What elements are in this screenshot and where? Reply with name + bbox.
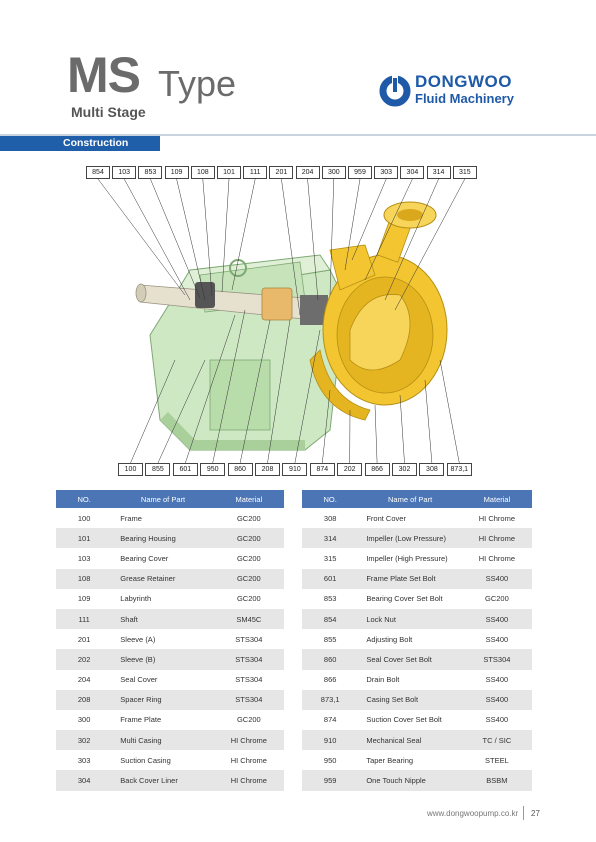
part-name: Bearing Cover Set Bolt xyxy=(366,594,443,604)
part-number: 315 xyxy=(323,553,337,563)
leader-line xyxy=(425,380,432,463)
table-row xyxy=(302,548,532,568)
callout-109: 109 xyxy=(165,166,189,179)
callout-910: 910 xyxy=(282,463,307,476)
col-name: Name of Part xyxy=(112,490,213,508)
part-material: GC200 xyxy=(214,569,284,589)
table-row xyxy=(56,649,284,669)
part-material: GC200 xyxy=(485,594,509,604)
table-row xyxy=(56,730,284,750)
table-row xyxy=(56,710,284,730)
callout-873-1: 873,1 xyxy=(447,463,472,476)
part-number: 866 xyxy=(323,675,337,685)
part-number: 874 xyxy=(323,715,337,725)
callout-303: 303 xyxy=(374,166,398,179)
col-name: Name of Part xyxy=(358,490,461,508)
part-name: Shaft xyxy=(112,609,213,629)
part-number: 300 xyxy=(77,715,91,725)
brand-sub: Fluid Machinery xyxy=(415,91,514,106)
part-material: GC200 xyxy=(236,553,261,563)
part-number: 201 xyxy=(77,634,91,644)
part-material: GC200 xyxy=(236,513,261,523)
table-row xyxy=(302,770,532,790)
callout-300: 300 xyxy=(322,166,346,179)
part-material: HI Chrome xyxy=(230,755,267,765)
part-material: SS400 xyxy=(462,609,532,629)
part-number: 108 xyxy=(56,569,112,589)
callout-314: 314 xyxy=(427,166,451,179)
table-row xyxy=(56,770,284,790)
leader-line xyxy=(375,405,377,463)
part-material: GC200 xyxy=(236,594,261,604)
table-row xyxy=(56,690,284,710)
part-name: Frame xyxy=(120,513,142,523)
table-row xyxy=(56,629,284,649)
callout-601: 601 xyxy=(173,463,198,476)
callout-208: 208 xyxy=(255,463,280,476)
callout-103: 103 xyxy=(112,166,136,179)
col-material: Material xyxy=(214,490,284,508)
table-row xyxy=(56,750,284,770)
section-title: Construction xyxy=(63,137,129,149)
part-number: 111 xyxy=(56,609,112,629)
table-row xyxy=(302,508,532,528)
part-number: 601 xyxy=(302,569,358,589)
part-number: 304 xyxy=(56,770,112,790)
part-name: Front Cover xyxy=(366,513,406,523)
part-material: STS304 xyxy=(214,690,284,710)
col-no: NO. xyxy=(56,490,112,508)
part-material: STEEL xyxy=(485,755,509,765)
callout-854: 854 xyxy=(86,166,110,179)
part-name: Labyrinth xyxy=(120,594,152,604)
part-name: Adjusting Bolt xyxy=(366,634,413,644)
part-number: 910 xyxy=(302,730,358,750)
callout-204: 204 xyxy=(296,166,320,179)
callout-304: 304 xyxy=(400,166,424,179)
subtitle: Multi Stage xyxy=(71,104,146,120)
part-name: Spacer Ring xyxy=(112,690,213,710)
part-material: STS304 xyxy=(235,675,263,685)
part-number: 202 xyxy=(56,649,112,669)
parts-table-left xyxy=(56,490,284,791)
page-number: 27 xyxy=(531,809,540,818)
part-name: Back Cover Liner xyxy=(112,770,213,790)
table-row xyxy=(302,528,532,548)
table-row xyxy=(56,569,284,589)
part-name: One Touch Nipple xyxy=(358,770,461,790)
part-material: SS400 xyxy=(485,634,509,644)
part-name: Multi Casing xyxy=(112,730,213,750)
part-material: SM45C xyxy=(214,609,284,629)
table-row xyxy=(302,710,532,730)
table-row xyxy=(56,548,284,568)
table-row xyxy=(302,629,532,649)
parts-table-right xyxy=(302,490,532,791)
part-material: SS400 xyxy=(462,569,532,589)
part-number: 208 xyxy=(56,690,112,710)
leader-line xyxy=(400,395,405,463)
callout-853: 853 xyxy=(138,166,162,179)
part-number: 860 xyxy=(302,649,358,669)
part-name: Casing Set Bolt xyxy=(358,690,461,710)
table-row xyxy=(302,589,532,609)
part-number: 314 xyxy=(302,528,358,548)
part-number: 308 xyxy=(323,513,337,523)
table-row xyxy=(56,589,284,609)
callout-111: 111 xyxy=(243,166,267,179)
part-material: GC200 xyxy=(214,528,284,548)
part-name: Bearing Housing xyxy=(112,528,213,548)
part-number: 204 xyxy=(77,675,91,685)
part-name: Impeller (Low Pressure) xyxy=(358,528,461,548)
part-material: SS400 xyxy=(485,715,509,725)
callout-202: 202 xyxy=(337,463,362,476)
table-row xyxy=(302,609,532,629)
callout-860: 860 xyxy=(228,463,253,476)
part-name: Lock Nut xyxy=(358,609,461,629)
part-name: Impeller (High Pressure) xyxy=(366,553,448,563)
part-name: Suction Cover Set Bolt xyxy=(366,715,442,725)
table-row xyxy=(56,528,284,548)
col-material: Material xyxy=(462,490,532,508)
part-material: STS304 xyxy=(235,634,263,644)
part-number: 853 xyxy=(323,594,337,604)
part-material: HI Chrome xyxy=(478,513,516,523)
part-material: BSBM xyxy=(462,770,532,790)
part-material: STS304 xyxy=(462,649,532,669)
part-name: Frame Plate xyxy=(120,715,162,725)
part-name: Mechanical Seal xyxy=(358,730,461,750)
part-number: 873,1 xyxy=(302,690,358,710)
callout-100: 100 xyxy=(118,463,143,476)
table-row xyxy=(302,750,532,770)
callout-315: 315 xyxy=(453,166,477,179)
part-number: 100 xyxy=(77,513,91,523)
part-name: Grease Retainer xyxy=(112,569,213,589)
table-row xyxy=(302,649,532,669)
callout-108: 108 xyxy=(191,166,215,179)
part-name: Sleeve (A) xyxy=(120,634,156,644)
part-material: HI Chrome xyxy=(478,553,516,563)
table-row xyxy=(302,670,532,690)
part-name: Suction Casing xyxy=(120,755,171,765)
part-material: HI Chrome xyxy=(214,770,284,790)
brand-name: DONGWOO xyxy=(415,72,512,91)
part-name: Drain Bolt xyxy=(366,675,400,685)
footer-url: www.dongwoopump.co.kr xyxy=(427,809,519,818)
part-name: Seal Cover Set Bolt xyxy=(358,649,461,669)
callout-874: 874 xyxy=(310,463,335,476)
callout-950: 950 xyxy=(200,463,225,476)
part-material: SS400 xyxy=(462,690,532,710)
footer-separator xyxy=(523,806,524,820)
table-row xyxy=(302,569,532,589)
part-material: STS304 xyxy=(214,649,284,669)
table-row xyxy=(302,690,532,710)
part-name: Sleeve (B) xyxy=(112,649,213,669)
part-number: 103 xyxy=(77,553,91,563)
title-ms: MS xyxy=(67,47,140,103)
callout-302: 302 xyxy=(392,463,417,476)
table-row xyxy=(302,730,532,750)
table-row xyxy=(56,609,284,629)
table-row xyxy=(56,508,284,528)
part-number: 109 xyxy=(77,594,91,604)
part-number: 854 xyxy=(302,609,358,629)
callout-101: 101 xyxy=(217,166,241,179)
callout-866: 866 xyxy=(365,463,390,476)
part-material: SS400 xyxy=(485,675,509,685)
part-material: GC200 xyxy=(236,715,261,725)
leader-line xyxy=(440,360,459,463)
callout-855: 855 xyxy=(145,463,170,476)
callout-959: 959 xyxy=(348,166,372,179)
part-name: Bearing Cover xyxy=(120,553,169,563)
col-no: NO. xyxy=(302,490,358,508)
table-row xyxy=(56,670,284,690)
leader-line xyxy=(124,179,190,300)
part-name: Taper Bearing xyxy=(366,755,414,765)
callout-201: 201 xyxy=(269,166,293,179)
part-name: Seal Cover xyxy=(120,675,158,685)
part-material: TC / SIC xyxy=(462,730,532,750)
part-material: HI Chrome xyxy=(462,528,532,548)
part-number: 950 xyxy=(323,755,337,765)
part-material: HI Chrome xyxy=(214,730,284,750)
part-number: 855 xyxy=(323,634,337,644)
callout-308: 308 xyxy=(419,463,444,476)
part-name: Frame Plate Set Bolt xyxy=(358,569,461,589)
part-number: 101 xyxy=(56,528,112,548)
casing-illustration xyxy=(310,202,447,420)
leader-line xyxy=(98,179,185,295)
part-number: 959 xyxy=(302,770,358,790)
part-number: 302 xyxy=(56,730,112,750)
part-number: 303 xyxy=(77,755,91,765)
title-type: Type xyxy=(158,63,237,104)
leader-line xyxy=(150,179,200,298)
